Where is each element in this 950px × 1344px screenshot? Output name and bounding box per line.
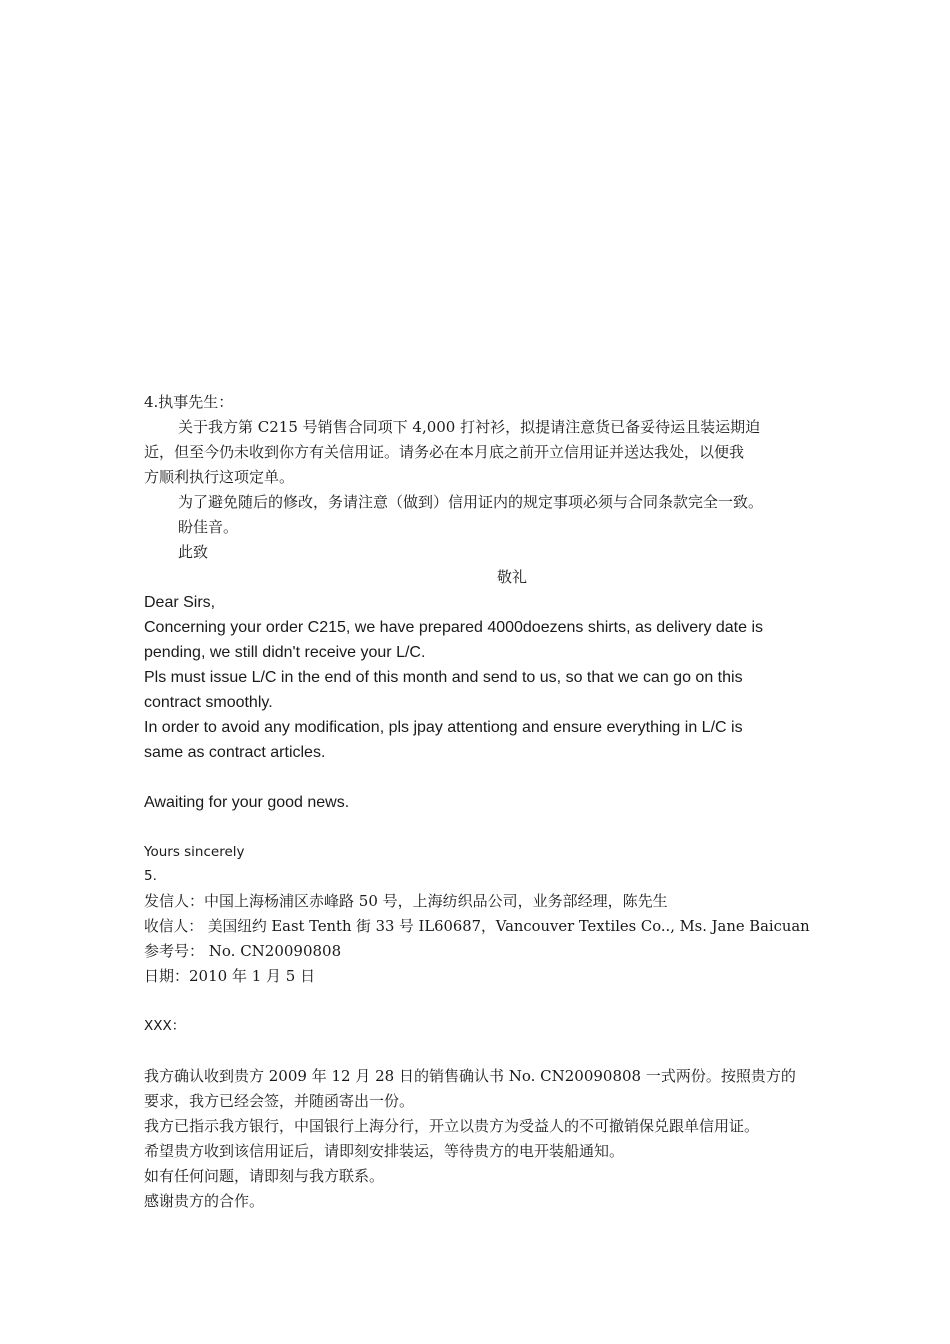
section5-b5: 感谢贵方的合作。 [144, 1192, 265, 1210]
english-line-1: Concerning your order C215, we have prepared 4000doezens shirts, as delivery date is [144, 619, 764, 636]
section4-p2: 为了避免随后的修改，务请注意（做到）信用证内的规定事项必须与合同条款完全一致。 [178, 493, 764, 511]
section5-greeting: XXX： [144, 1018, 186, 1034]
section4-heading: 4.执事先生： [144, 393, 234, 411]
section5-reference: 参考号： No. CN20090808 [144, 942, 342, 960]
english-line-3: Pls must issue L/C in the end of this month and send to us, so that we can go on this [144, 669, 743, 686]
section4-p1-line3: 方顺利执行这项定单。 [144, 468, 295, 486]
section5-b2: 我方已指示我方银行，中国银行上海分行，开立以贵方为受益人的不可撤销保兑跟单信用证。 [144, 1117, 760, 1135]
section4-p4: 此致 [178, 543, 209, 561]
section5-b1-line1: 我方确认收到贵方 2009 年 12 月 28 日的销售确认书 No. CN20090808 一式两份。按照贵方的 [144, 1067, 796, 1085]
section5-b4: 如有任何问题，请即刻与我方联系。 [144, 1167, 385, 1185]
english-signoff: Yours sincerely [144, 844, 245, 860]
english-line-6: same as contract articles. [144, 744, 326, 761]
section5-b3: 希望贵方收到该信用证后，请即刻安排装运，等待贵方的电开装船通知。 [144, 1142, 625, 1160]
section4-p1-line2: 近，但至今仍未收到你方有关信用证。请务必在本月底之前开立信用证并送达我处，以便我 [144, 443, 745, 461]
section4-p1-line1: 关于我方第 C215 号销售合同项下 4,000 打衬衫，拟提请注意货已备妥待运且装运期迫 [178, 418, 761, 436]
section4-p3: 盼佳音。 [178, 518, 239, 536]
section5-date: 日期：2010 年 1 月 5 日 [144, 967, 316, 985]
section5-receiver: 收信人： 美国纽约 East Tenth 街 33 号 IL60687，Vancouver Textiles Co.., Ms. Jane Baicuan [144, 918, 810, 935]
english-line-5: In order to avoid any modification, pls jpay attentiong and ensure everything in L/C is [144, 719, 743, 736]
section5-b1-line2: 要求，我方已经会签，并随函寄出一份。 [144, 1092, 415, 1110]
english-line-4: contract smoothly. [144, 694, 273, 711]
english-line-7: Awaiting for your good news. [144, 794, 350, 811]
english-salutation: Dear Sirs, [144, 594, 216, 611]
section4-closing: 敬礼 [497, 568, 528, 586]
section5-number: 5. [144, 868, 157, 884]
section5-sender: 发信人：中国上海杨浦区赤峰路 50 号，上海纺织品公司，业务部经理，陈先生 [144, 892, 668, 910]
english-line-2: pending, we still didn't receive your L/C. [144, 644, 426, 661]
